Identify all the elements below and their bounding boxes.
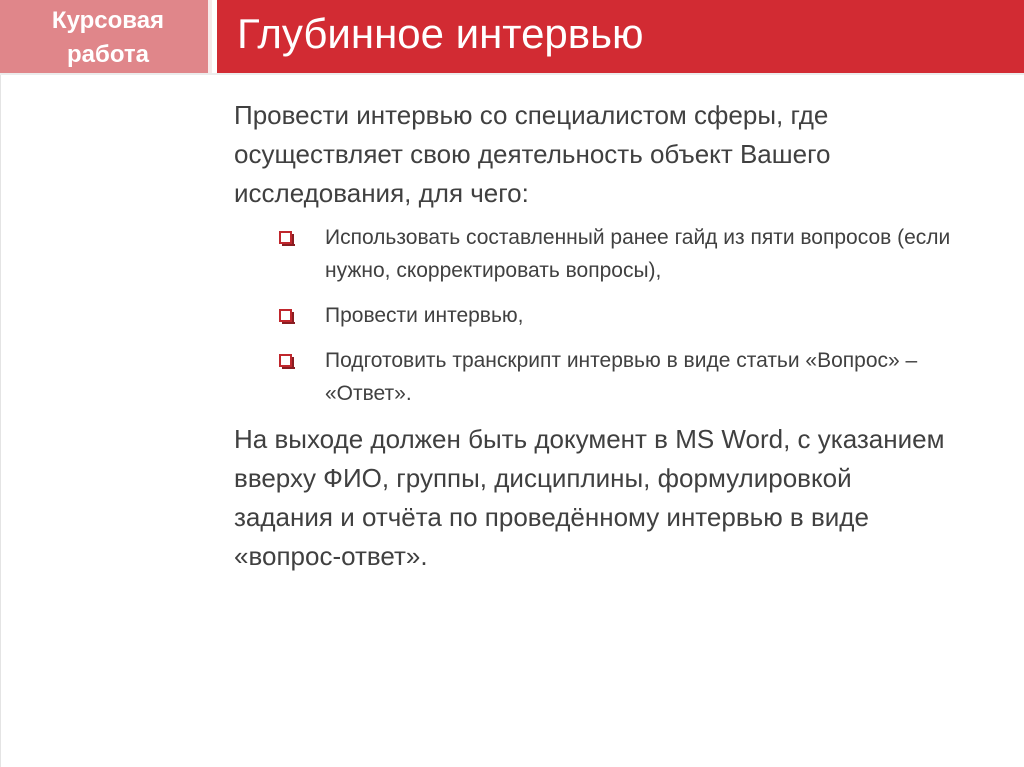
title-bar (217, 0, 1024, 73)
intro-paragraph: Провести интервью со специалистом сферы, где осуществляет свою деятельность объект Вашего исследования, для чего: (234, 100, 831, 208)
checkbox-icon (279, 309, 292, 322)
checkbox-icon (279, 354, 292, 367)
checkbox-icon (279, 231, 292, 244)
header-divider (0, 73, 1024, 75)
checklist-item (234, 299, 954, 332)
section-label: Курсовая работа (51, 7, 165, 68)
checklist-item (234, 344, 954, 410)
task-checklist (234, 221, 954, 410)
checklist-item (234, 221, 954, 287)
checklist-item-text: Использовать составленный ранее гайд из пяти вопросов (если нужно, скорректировать вопросы), (325, 226, 951, 282)
checklist-item-text: Провести интервью, (325, 304, 524, 327)
slide-content (234, 96, 954, 576)
section-tab (0, 0, 212, 73)
slide-border (0, 0, 1, 767)
conclusion-paragraph: На выходе должен быть документ в MS Word, с указанием вверху ФИО, группы, дисциплины, формулировкой задания и отчёта по проведённому интервью в виде «вопрос-ответ». (234, 424, 945, 571)
checklist-item-text: Подготовить транскрипт интервью в виде статьи «Вопрос» – «Ответ». (325, 349, 918, 405)
slide-title: Глубинное интервью (237, 10, 644, 57)
